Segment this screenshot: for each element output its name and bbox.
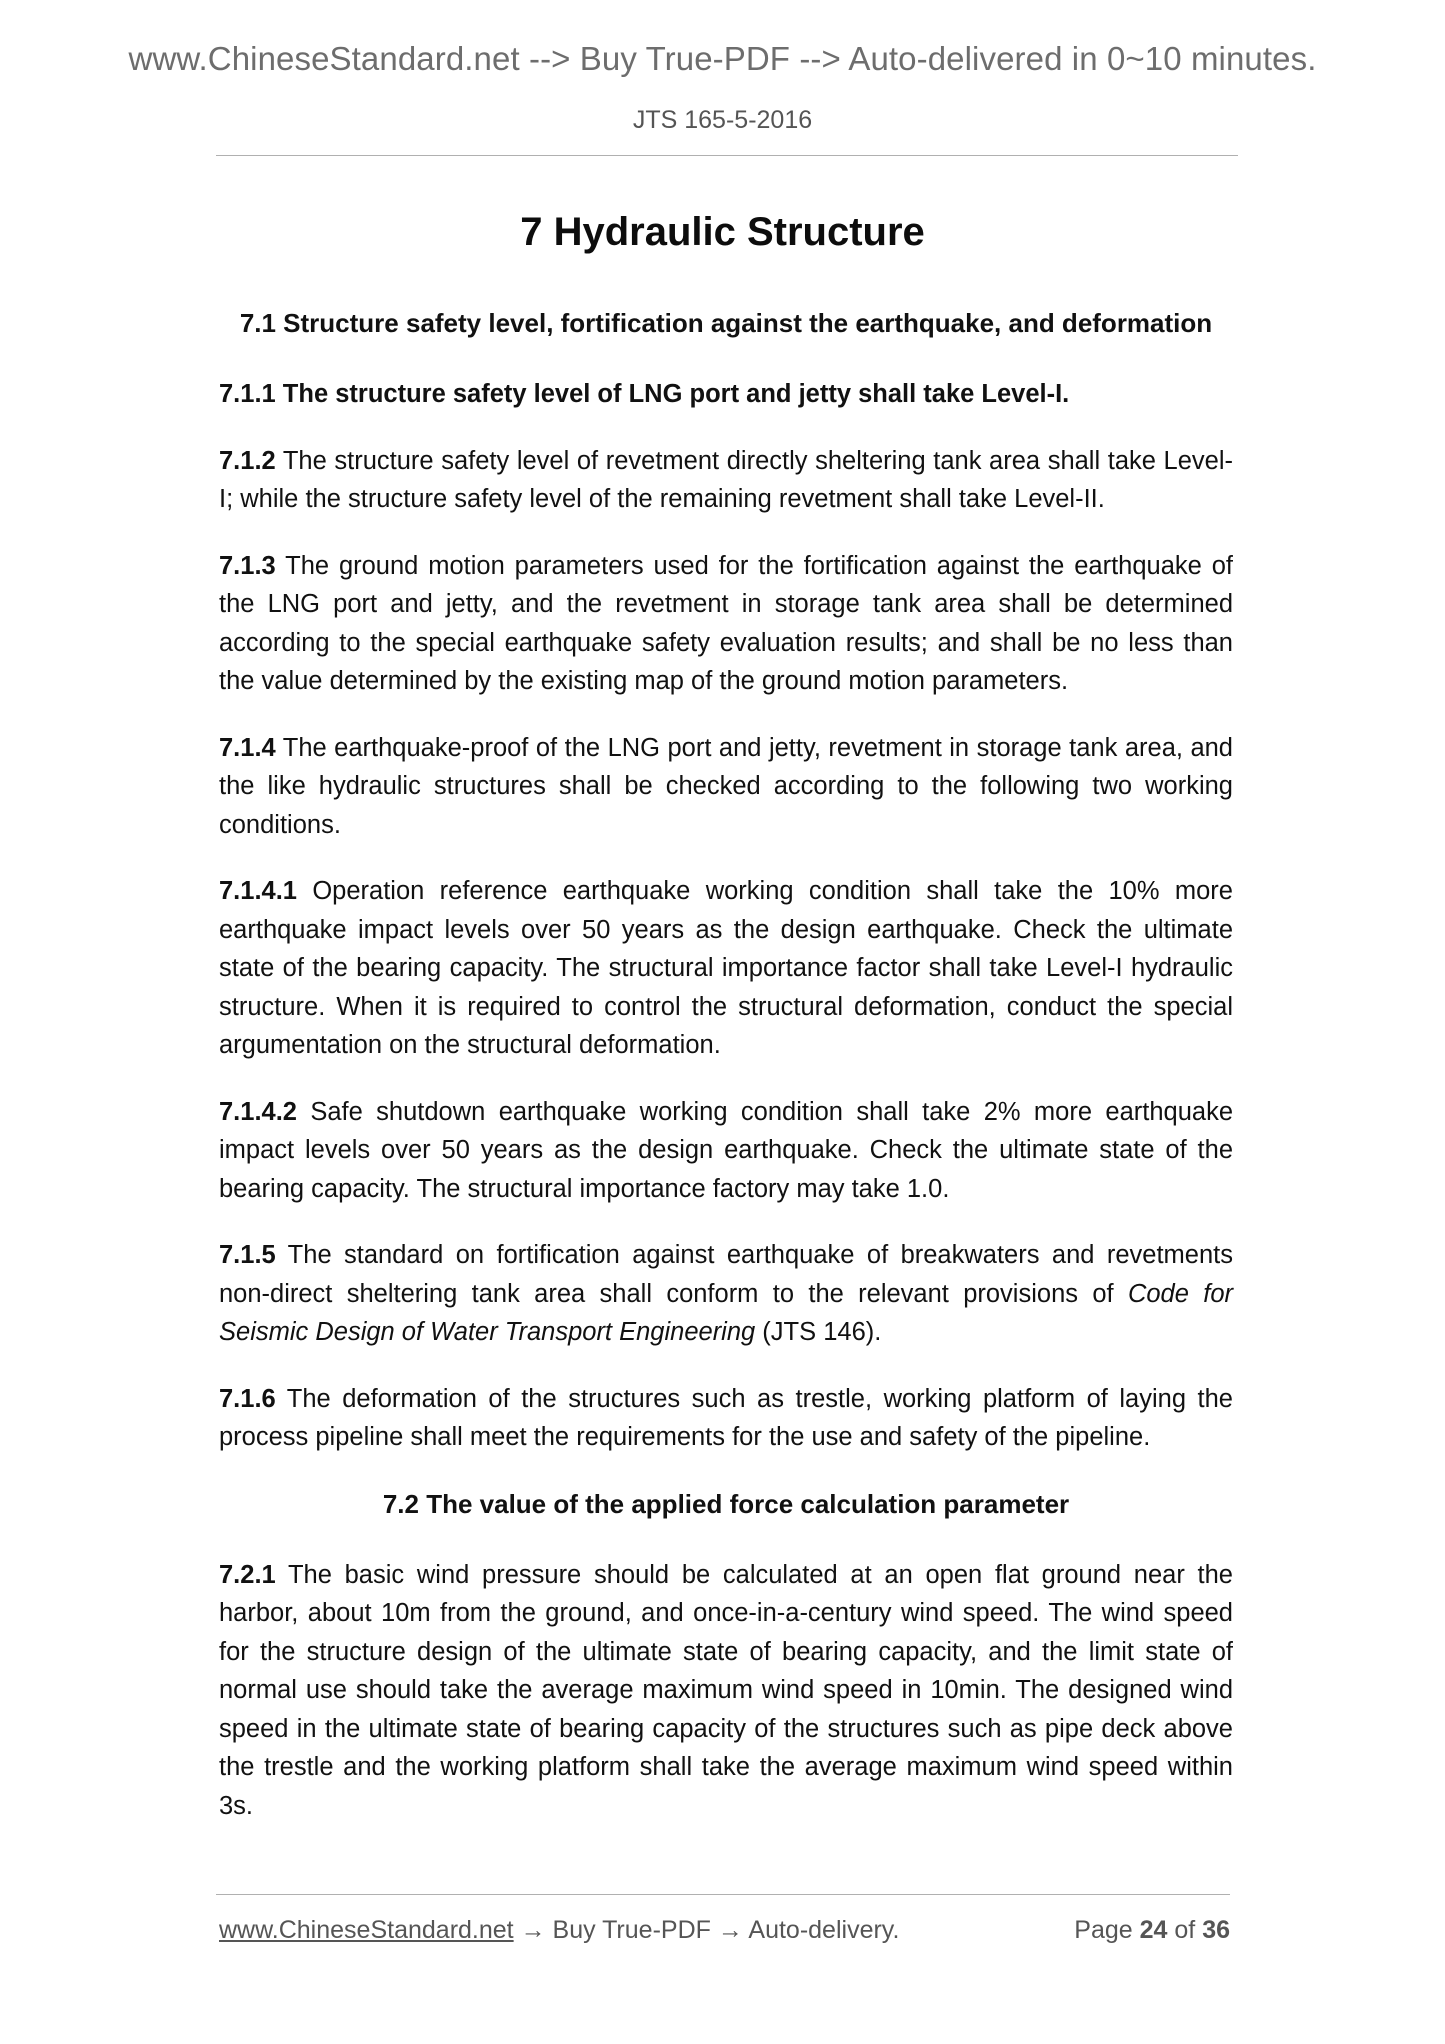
total-pages-number: 36 — [1202, 1916, 1230, 1944]
of-label: of — [1167, 1916, 1203, 1944]
clause-number: 7.1.4.2 — [219, 1097, 297, 1126]
clause-number: 7.1.4.1 — [219, 877, 297, 905]
footer-divider — [216, 1894, 1230, 1895]
clause-text: The deformation of the structures such as trestle, working platform of laying the process pipeline shall meet the requirements for the use and safety of the pipeline. — [219, 1384, 1233, 1451]
clause-number: 7.1.2 — [219, 446, 276, 475]
footer-tagline: → Buy True-PDF → Auto-delivery. — [513, 1916, 900, 1944]
clause-number: 7.1.3 — [219, 551, 276, 580]
clause-7-2-1 — [219, 1556, 1233, 1826]
clause-text: The ground motion parameters used for the fortification against the earthquake of the LNG port and jetty, and the revetment in storage tank area shall be determined according to the special earthquake safety evaluation results; and shall be no less than the value determined by the existing map of the ground motion parameters. — [219, 551, 1233, 695]
cited-code-title: Code for Seismic Design of Water Transport Engineering — [219, 1279, 1233, 1346]
clause-7-1-4-1 — [219, 872, 1233, 1065]
clause-text: Safe shutdown earthquake working condition shall take 2% more earthquake impact levels over 50 years as the design earthquake. Check the ultimate state of the bearing capacity. The structural importance factory may take 1.0. — [219, 1097, 1233, 1203]
clause-number: 7.1.5 — [219, 1241, 276, 1269]
section-heading-7-1: 7.1 Structure safety level, fortification against the earthquake, and deformation — [239, 308, 1213, 338]
clause-text: Operation reference earthquake working condition shall take the 10% more earthquake impact levels over 50 years as the design earthquake. Check the ultimate state of the bearing capacity. The structural importance factor shall take Level-I hydraulic structure. When it is required to control the structural deformation, conduct the special argumentation on the structural deformation. — [219, 877, 1233, 1059]
clause-7-1-1: 7.1.1 The structure safety level of LNG port and jetty shall take Level-I. — [219, 380, 1070, 408]
clause-text: The earthquake-proof of the LNG port and jetty, revetment in storage tank area, and the like hydraulic structures shall be checked according to the following two working conditions. — [219, 733, 1233, 839]
clause-number: 7.1.6 — [219, 1384, 276, 1413]
current-page-number: 24 — [1139, 1916, 1168, 1944]
clause-number: 7.1.4 — [219, 733, 276, 762]
clause-7-1-4-2 — [219, 1093, 1233, 1209]
clause-text: The basic wind pressure should be calculated at an open flat ground near the harbor, about 10m from the ground, and once-in-a-century wind speed. The wind speed for the structure design of the ultimate state of bearing capacity, and the limit state of normal use should take the average maximum wind speed in 10min. The designed wind speed in the ultimate state of bearing capacity of the structures such as pipe deck above the trestle and the working platform shall take the average maximum wind speed within 3s. — [219, 1560, 1233, 1820]
clause-7-1-3 — [219, 547, 1233, 701]
clause-number: 7.2.1 — [219, 1560, 276, 1589]
clause-text: The standard on fortification against earthquake of breakwaters and revetments non-direct sheltering tank area shall conform to the relevant provisions of — [219, 1241, 1233, 1308]
footer-site-link[interactable]: www.ChineseStandard.net — [219, 1916, 514, 1944]
header-divider — [216, 155, 1238, 156]
clause-text: The structure safety level of revetment directly sheltering tank area shall take Level-I; while the structure safety level of the remaining revetment shall take Level-II. — [219, 446, 1233, 513]
clause-7-1-5 — [219, 1236, 1233, 1352]
clause-7-1-4 — [219, 729, 1233, 845]
document-code: JTS 165-5-2016 — [632, 106, 813, 134]
top-banner: www.ChineseStandard.net --> Buy True-PDF --> Auto-delivered in 0~10 minutes. — [128, 40, 1317, 77]
document-body — [219, 304, 1233, 1853]
clause-7-1-6 — [219, 1380, 1233, 1457]
clause-text-end: (JTS 146). — [755, 1318, 882, 1346]
footer-promo — [219, 1916, 899, 1945]
section-heading-7-2: 7.2 The value of the applied force calculation parameter — [382, 1488, 1070, 1519]
clause-7-1-2 — [219, 442, 1233, 519]
page-label: Page — [1074, 1916, 1140, 1944]
page-indicator — [1074, 1916, 1230, 1945]
chapter-title: 7 Hydraulic Structure — [520, 210, 925, 254]
